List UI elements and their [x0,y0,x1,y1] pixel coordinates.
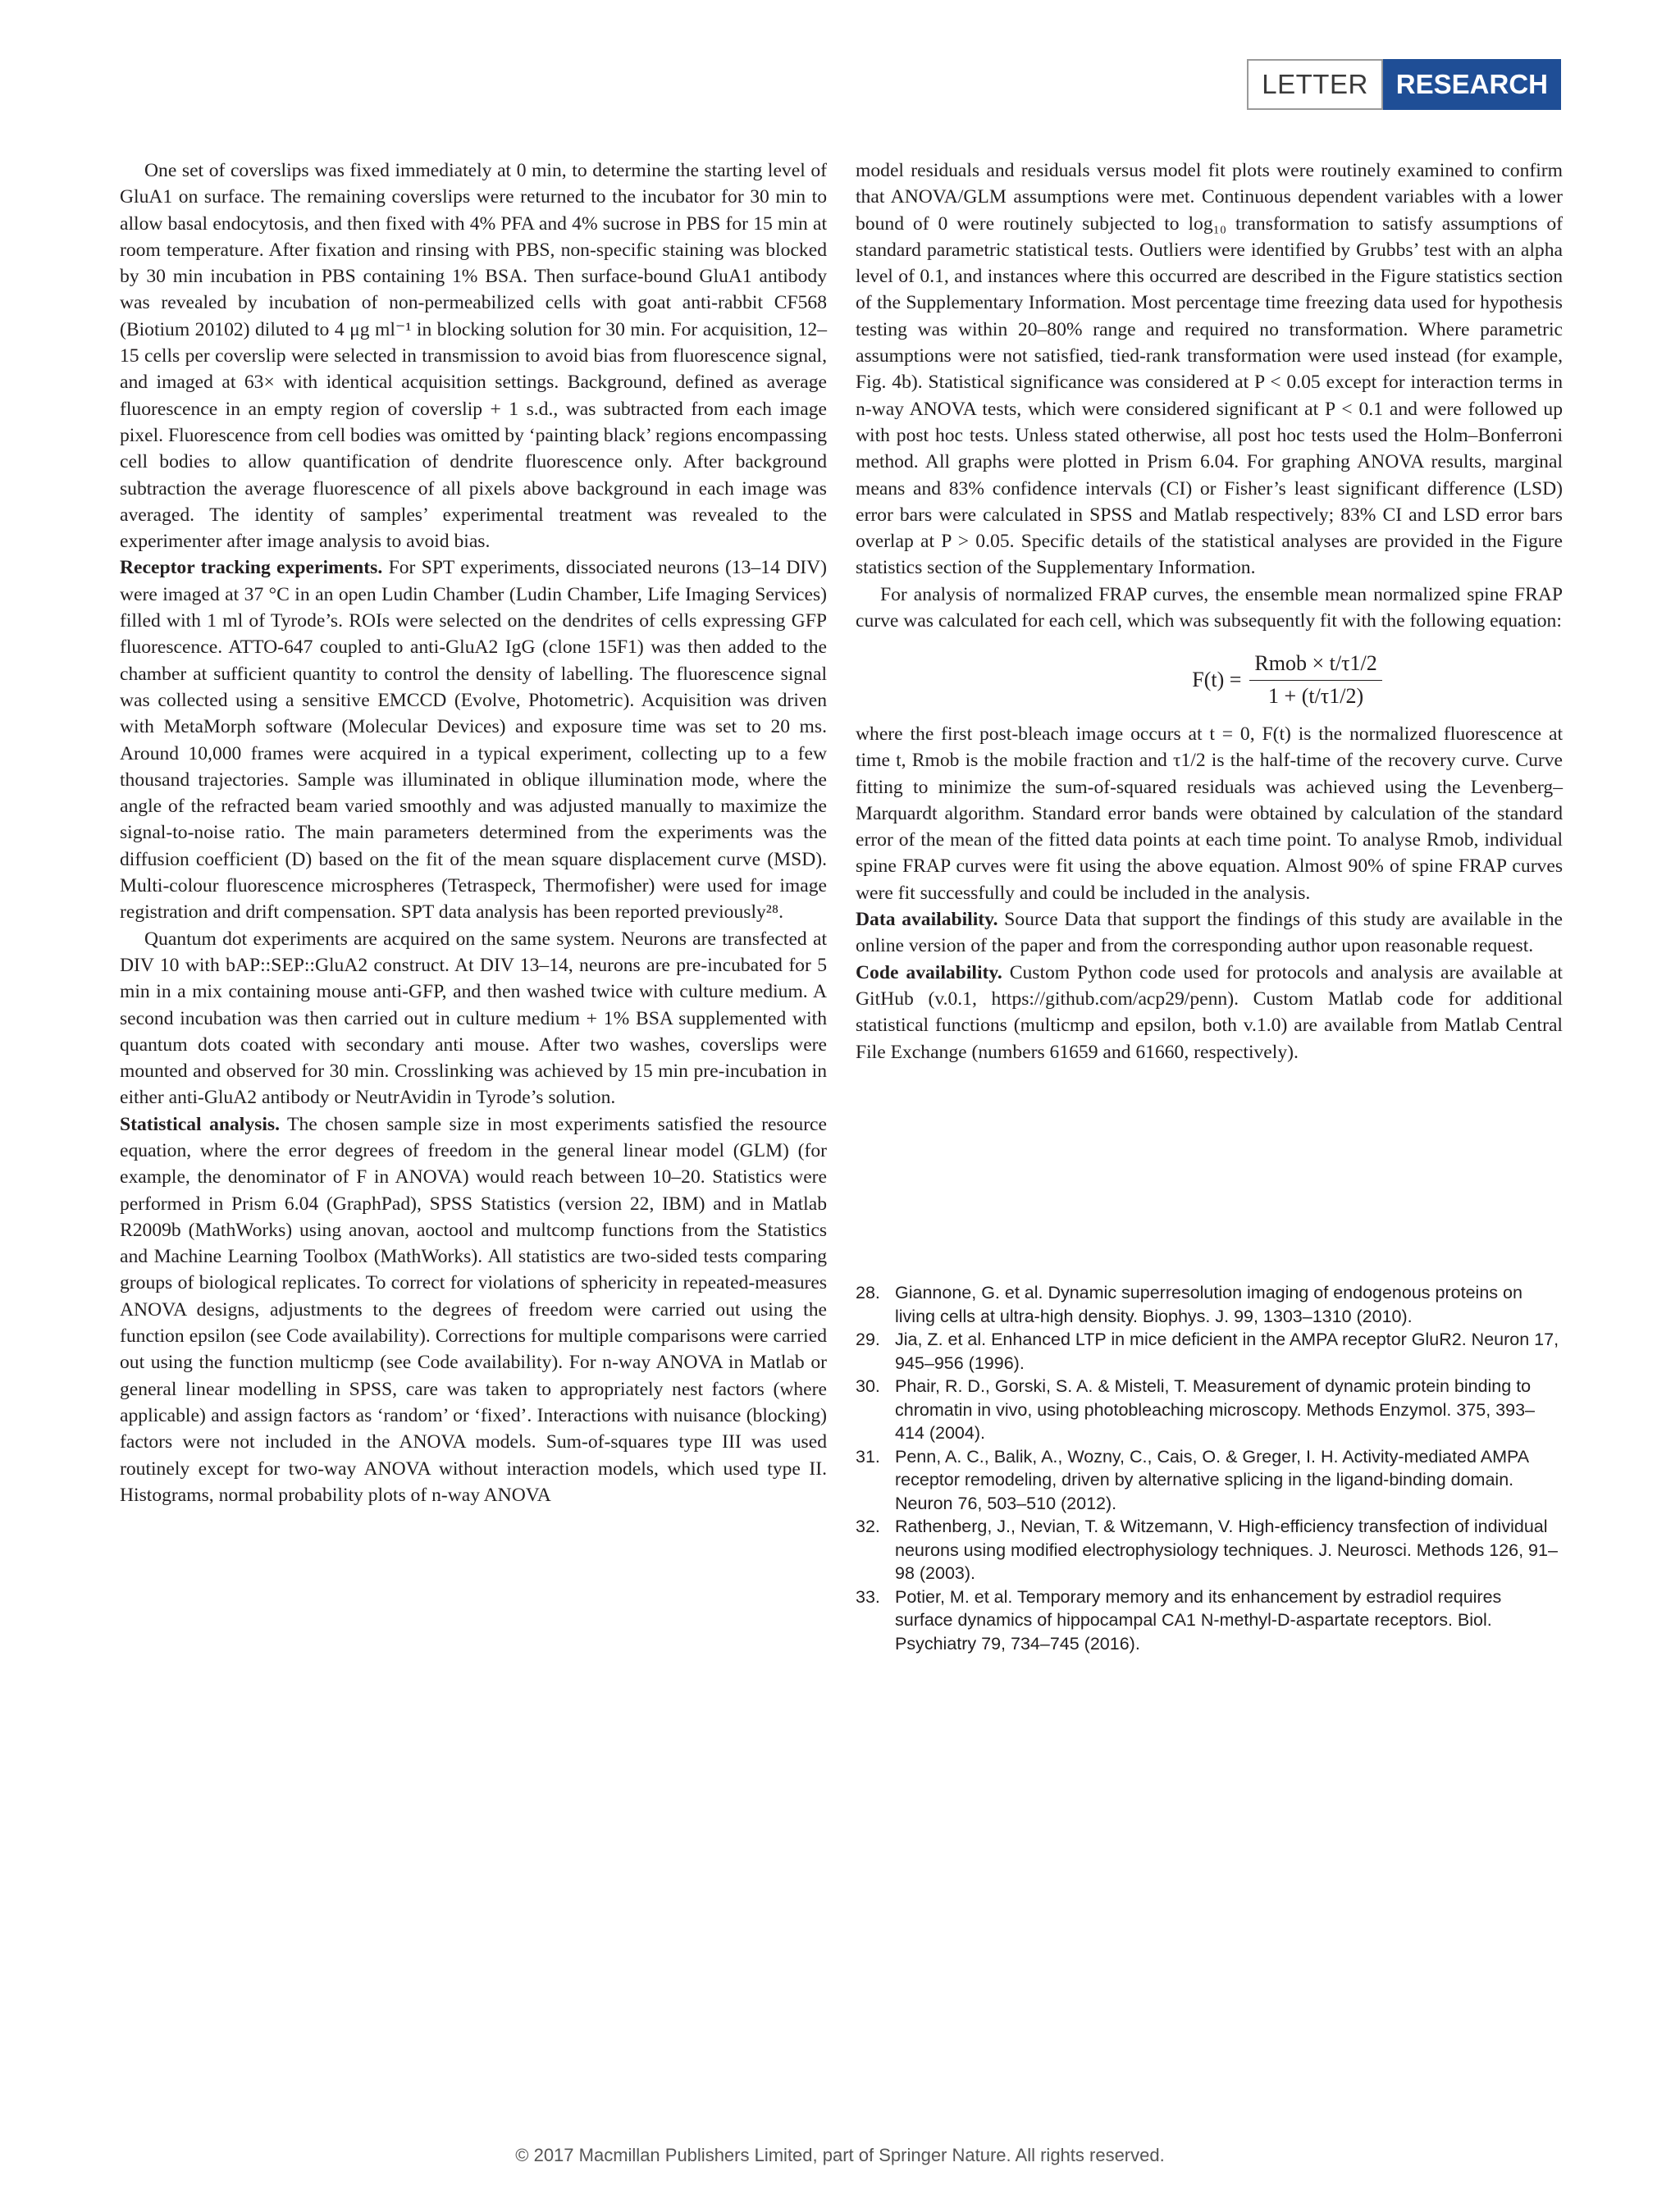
body-code-availability: Custom Python code used for protocols and analysis are available at GitHub (v.0.1, https://github.com/acp29/penn). Custom Matlab code for additional statistical functions (multicmp and epsilon, both v.1.0) are available from Matlab Central File Exchange (numbers 61659 and 61660, respectively). [856,961,1563,1063]
reference-text: Penn, A. C., Balik, A., Wozny, C., Cais, O. & Greger, I. H. Activity-mediated AMPA receptor remodeling, driven by alternative splicing in the ligand-binding domain. Neuron 76, 503–510 (2012). [895,1446,1528,1513]
heading-data-availability: Data availability. [856,909,998,931]
reference-list [856,1281,1563,1655]
paragraph-anova-residuals: model residuals and residuals versus model fit plots were routinely examined to confirm that ANOVA/GLM assumptions were met. Continuous dependent variables with a lower bound of 0 were routinely subjected to log₁₀ transformation to satisfy assumptions of standard parametric statistical tests. Outliers were identified by Grubbs’ test with an alpha level of 0.1, and instances where this occurred are described in the Figure statistics section of the Supplementary Information. Most percentage time freezing data used for hypothesis testing was within 20–80% range and required no transformation. Where parametric assumptions were not satisfied, tied-rank transformation were used instead (for example, Fig. 4b). Statistical significance was considered at P < 0.05 except for interaction terms in n-way ANOVA tests, which were considered significant at P < 0.1 and were followed up with post hoc tests. Unless stated otherwise, all post hoc tests used the Holm–Bonferroni method. All graphs were plotted in Prism 6.04. For graphing ANOVA results, marginal means and 83% confidence intervals (CI) or Fisher’s least significant difference (LSD) error bars were calculated in SPSS and Matlab respectively; 83% CI and LSD error bars overlap at P > 0.05. Specific details of the statistical analyses are provided in the Figure statistics section of the Supplementary Information. [856,160,1563,579]
reference-item [856,1515,1563,1585]
reference-item [856,1585,1563,1656]
reference-text: Rathenberg, J., Nevian, T. & Witzemann, V. High-efficiency transfection of individual neurons using modified electrophysiology techniques. J. Neurosci. Methods 126, 91–98 (2003). [895,1517,1558,1583]
reference-text: Potier, M. et al. Temporary memory and its enhancement by estradiol requires surface dynamics of hippocampal CA1 N-methyl-D-aspartate receptors. Biol. Psychiatry 79, 734–745 (2016). [895,1586,1502,1654]
paragraph-code-availability [856,960,1563,1065]
reference-text: Jia, Z. et al. Enhanced LTP in mice deficient in the AMPA receptor GluR2. Neuron 17, 945–956 (1996). [895,1330,1559,1373]
heading-statistical-analysis: Statistical analysis. [120,1113,280,1135]
equation-fraction [1249,650,1381,709]
reference-number: 30. [856,1376,880,1396]
reference-number: 32. [856,1517,880,1536]
reference-item [856,1375,1563,1445]
reference-item [856,1445,1563,1516]
paragraph-frap-details: where the first post-bleach image occurs at t = 0, F(t) is the normalized fluorescence at time t, Rmob is the mobile fraction and τ1/2 is the half-time of the recovery curve. Curve fitting to minimize the sum-of-squared residuals was achieved using the Levenberg–Marquardt algorithm. Standard error bands were obtained by calculation of the standard error of the mean of the fitted data points at each time point. To analyse Rmob, individual spine FRAP curves were fit using the above equation. Almost 90% of spine FRAP curves were fit successfully and could be included in the analysis. [856,723,1563,904]
paragraph-quantum-dot: Quantum dot experiments are acquired on the same system. Neurons are transfected at DIV 10 with bAP::SEP::GluA2 construct. At DIV 13–14, neurons are pre-incubated for 5 min in a mix containing mouse anti-GFP, and then washed twice with culture medium. A second incubation was then carried out in culture medium + 1% BSA supplemented with quantum dots coated with secondary anti mouse. After two washes, coverslips were mounted and observed for 30 min. Crosslinking was achieved by 15 min pre-incubation in either anti-GluA2 antibody or NeutrAvidin in Tyrode’s solution. [120,928,827,1109]
paragraph-statistical-analysis [120,1111,827,1508]
paragraph-surface-staining: One set of coverslips was fixed immediately at 0 min, to determine the starting level of GluA1 on surface. The remaining coverslips were returned to the incubator for 30 min to allow basal endocytosis, and then fixed with 4% PFA and 4% sucrose in PBS for 15 min at room temperature. After fixation and rinsing with PBS, non-specific staining was blocked by 30 min incubation in PBS containing 1% BSA. Then surface-bound GluA1 antibody was revealed by incubation of non-permeabilized cells with goat anti-rabbit CF568 (Biotium 20102) diluted to 4 μg ml⁻¹ in blocking solution for 30 min. For acquisition, 12–15 cells per coverslip were selected in transmission to avoid bias from fluorescence signal, and imaged at 63× with identical acquisition settings. Background, defined as average fluorescence in an empty region of coverslip + 1 s.d., was subtracted from each image pixel. Fluorescence from cell bodies was omitted by ‘painting black’ regions encompassing cell bodies to allow quantification of dendrite fluorescence only. After background subtraction the average fluorescence of all pixels above background in each image was averaged. The identity of samples’ experimental treatment was revealed to the experimenter after image analysis to avoid bias. [120,160,827,553]
reference-number: 28. [856,1283,880,1302]
letter-label: LETTER [1247,59,1383,110]
heading-receptor-tracking: Receptor tracking experiments. [120,557,383,579]
heading-code-availability: Code availability. [856,961,1002,983]
paragraph-frap-intro: For analysis of normalized FRAP curves, the ensemble mean normalized spine FRAP curve was calculated for each cell, which was subsequently fit with the following equation: [856,583,1563,632]
paragraph-data-availability [856,906,1563,960]
reference-text: Giannone, G. et al. Dynamic superresolution imaging of endogenous proteins on living cells at ultra-high density. Biophys. J. 99, 1303–1310 (2010). [895,1283,1522,1326]
research-label: RESEARCH [1383,59,1561,110]
section-tag [1247,59,1561,110]
body-receptor-tracking: For SPT experiments, dissociated neurons (13–14 DIV) were imaged at 37 °C in an open Ludin Chamber (Ludin Chamber, Life Imaging Services) filled with 1 ml of Tyrode’s. ROIs were selected on the dendrites of cells expressing GFP fluorescence. ATTO-647 coupled to anti-GluA2 IgG (clone 15F1) was then added to the chamber at sufficient quantity to control the density of labelling. The fluorescence signal was collected using a sensitive EMCCD (Evolve, Photometric). Acquisition was driven with MetaMorph software (Molecular Devices) and exposure time was set to 20 ms. Around 10,000 frames were acquired in a typical experiment, collecting up to a few thousand trajectories. Sample was illuminated in oblique illumination mode, where the angle of the refracted beam varied smoothly and was adjusted manually to maximize the signal-to-noise ratio. The main parameters determined from the experiments was the diffusion coefficient (D) based on the fit of the mean square displacement curve (MSD). Multi-colour fluorescence microspheres (Tetraspeck, Thermofisher) were used for image registration and drift compensation. SPT data analysis has been reported previously²⁸. [120,557,827,924]
reference-number: 31. [856,1446,880,1467]
right-column [856,157,1563,1065]
frap-equation [856,650,1563,709]
equation-numerator: Rmob × t/τ1/2 [1249,650,1381,680]
reference-number: 33. [856,1586,880,1607]
copyright-footer: © 2017 Macmillan Publishers Limited, part of Springer Nature. All rights reserved. [515,2145,1165,2165]
reference-text: Phair, R. D., Gorski, S. A. & Misteli, T. Measurement of dynamic protein binding to chromatin in vivo, using photobleaching microscopy. Methods Enzymol. 375, 393–414 (2004). [895,1376,1535,1443]
body-statistical-analysis: The chosen sample size in most experiments satisfied the resource equation, where the error degrees of freedom in the general linear model (GLM) (for example, the denominator of F in ANOVA) would reach between 10–20. Statistics were performed in Prism 6.04 (GraphPad), SPSS Statistics (version 22, IBM) and in Matlab R2009b (MathWorks) using anovan, aoctool and multcomp functions from the Statistics and Machine Learning Toolbox (MathWorks). All statistics are two-sided tests comparing groups of biological replicates. To correct for violations of sphericity in repeated-measures ANOVA designs, adjustments to the degrees of freedom were carried out using the function epsilon (see Code availability). Corrections for multiple comparisons were carried out using the function multicmp (see Code availability). For n-way ANOVA in Matlab or general linear modelling in SPSS, care was taken to appropriately nest factors (where applicable) and assign factors as ‘random’ or ‘fixed’. Interactions with nuisance (blocking) factors were not included in the ANOVA models. Sum-of-squares type III was used routinely except for two-way ANOVA without interaction models, which used type II. Histograms, normal probability plots of n-way ANOVA [120,1113,828,1506]
body-data-availability: Source Data that support the findings of this study are available in the online version of the paper and from the corresponding author upon reasonable request. [856,909,1563,957]
reference-item [856,1281,1563,1328]
left-column [120,157,827,1508]
paragraph-receptor-tracking [120,554,827,925]
equation-lhs: F(t) = [1192,667,1242,691]
reference-number: 29. [856,1330,880,1349]
reference-item [856,1328,1563,1375]
equation-denominator: 1 + (t/τ1/2) [1268,683,1364,708]
